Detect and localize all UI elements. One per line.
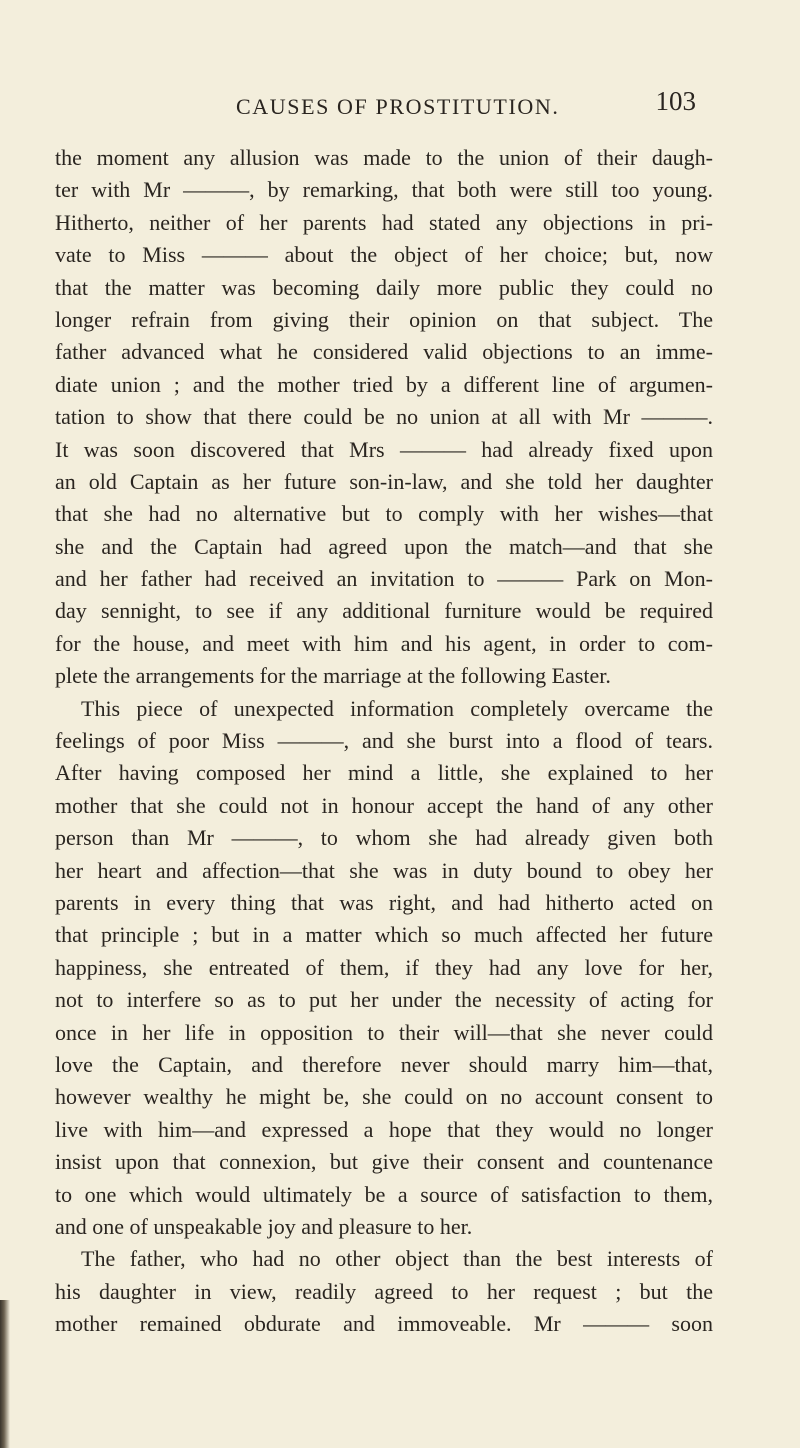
text-line: diate union ; and the mother tried by a different line of argumen- xyxy=(55,371,713,397)
text-line: insist upon that connexion, but give their consent and countenance xyxy=(55,1149,713,1175)
text-line: Hitherto, neither of her parents had stated any objections in pri- xyxy=(55,209,713,235)
text-line: After having composed her mind a little, she explained to her xyxy=(55,760,713,786)
text-line: his daughter in view, readily agreed to her request ; but the xyxy=(55,1278,713,1304)
text-line: It was soon discovered that Mrs ——— had already fixed upon xyxy=(55,436,713,462)
text-line: that principle ; but in a matter which so much affected her future xyxy=(55,922,713,948)
text-line: vate to Miss ——— about the object of her choice; but, now xyxy=(55,242,713,268)
text-line: person than Mr ———, to whom she had already given both xyxy=(55,825,713,851)
text-line: happiness, she entreated of them, if they had any love for her, xyxy=(55,954,713,980)
text-line: ter with Mr ———, by remarking, that both were still too young. xyxy=(55,177,713,203)
text-line: to one which would ultimately be a source of satisfaction to them, xyxy=(55,1181,713,1207)
running-title: CAUSES OF PROSTITUTION. xyxy=(236,94,560,119)
text-line: once in her life in opposition to their will—that she never could xyxy=(55,1019,713,1045)
text-line: mother remained obdurate and immoveable. Mr ——— soon xyxy=(55,1311,713,1337)
text-line: day sennight, to see if any additional furniture would be required xyxy=(55,598,713,624)
text-line: This piece of unexpected information completely overcame the xyxy=(81,695,713,721)
text-line: longer refrain from giving their opinion on that subject. The xyxy=(55,306,713,332)
text-line: for the house, and meet with him and his agent, in order to com- xyxy=(55,630,713,656)
page-number: 103 xyxy=(655,86,696,116)
text-line: father advanced what he considered valid objections to an imme- xyxy=(55,339,713,365)
text-line: the moment any allusion was made to the union of their daugh- xyxy=(55,145,713,170)
text-line: she and the Captain had agreed upon the match—and that she xyxy=(55,533,713,559)
text-line: and her father had received an invitation to ——— Park on Mon- xyxy=(55,566,713,592)
text-line: plete the arrangements for the marriage at the following Easter. xyxy=(55,663,611,689)
page-edge-shadow xyxy=(0,1300,10,1448)
text-line: feelings of poor Miss ———, and she burst into a flood of tears. xyxy=(55,728,713,754)
text-line: love the Captain, and therefore never should marry him—that, xyxy=(55,1051,713,1077)
text-line: The father, who had no other object than the best interests of xyxy=(81,1246,713,1272)
text-line: that she had no alternative but to comply with her wishes—that xyxy=(55,501,713,527)
text-line: not to interfere so as to put her under the necessity of acting for xyxy=(55,987,713,1013)
text-line: however wealthy he might be, she could on no account consent to xyxy=(55,1084,713,1110)
body-text xyxy=(55,142,713,1340)
text-line: live with him—and expressed a hope that they would no longer xyxy=(55,1116,713,1142)
text-line: and one of unspeakable joy and pleasure to her. xyxy=(55,1213,473,1239)
text-line: mother that she could not in honour accept the hand of any other xyxy=(55,792,713,818)
page-header xyxy=(236,86,696,126)
text-line: her heart and affection—that she was in duty bound to obey her xyxy=(55,857,713,883)
text-line: parents in every thing that was right, and had hitherto acted on xyxy=(55,889,713,915)
text-line: that the matter was becoming daily more public they could no xyxy=(55,274,713,300)
text-line: an old Captain as her future son-in-law, and she told her daughter xyxy=(55,468,713,494)
text-line: tation to show that there could be no union at all with Mr ———. xyxy=(55,404,713,430)
